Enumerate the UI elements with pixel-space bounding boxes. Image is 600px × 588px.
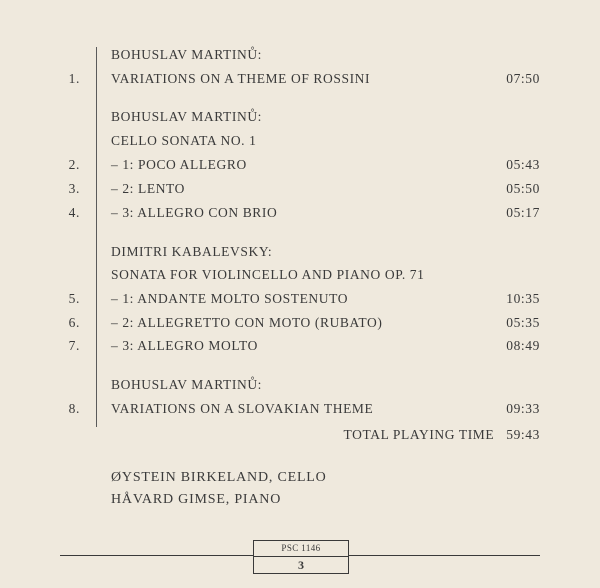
track-time: 05:43 xyxy=(506,157,540,172)
track-title: – 3: ALLEGRO CON BRIO xyxy=(111,205,278,220)
total-time: 59:43 xyxy=(506,427,540,442)
composer-heading: BOHUSLAV MARTINŮ: xyxy=(111,377,263,392)
track-row xyxy=(0,202,600,224)
track-time: 05:50 xyxy=(506,181,540,196)
track-row xyxy=(0,335,600,357)
total-label: TOTAL PLAYING TIME xyxy=(343,427,495,442)
performer-credit: HÅVARD GIMSE, PIANO xyxy=(111,492,282,507)
track-number: 5. xyxy=(68,291,80,306)
track-title: VARIATIONS ON A THEME OF ROSSINI xyxy=(111,71,371,86)
track-number: 2. xyxy=(68,157,80,172)
track-time: 10:35 xyxy=(506,291,540,306)
track-title: – 2: LENTO xyxy=(111,181,185,196)
track-row xyxy=(0,178,600,200)
catalog-number: PSC 1146 xyxy=(254,541,348,557)
track-row xyxy=(0,288,600,310)
track-title: – 1: POCO ALLEGRO xyxy=(111,157,247,172)
track-row xyxy=(0,312,600,334)
divider-line xyxy=(96,47,97,427)
track-number: 6. xyxy=(68,315,80,330)
track-time: 08:49 xyxy=(506,338,540,353)
track-time: 07:50 xyxy=(506,71,540,86)
track-number: 8. xyxy=(68,401,80,416)
track-title: VARIATIONS ON A SLOVAKIAN THEME xyxy=(111,401,374,416)
track-number: 4. xyxy=(68,205,80,220)
work-title: CELLO SONATA NO. 1 xyxy=(111,133,257,148)
composer-heading: BOHUSLAV MARTINŮ: xyxy=(111,109,263,124)
page-number: 3 xyxy=(298,558,304,572)
track-number: 7. xyxy=(68,338,80,353)
track-time: 09:33 xyxy=(506,401,540,416)
composer-heading: BOHUSLAV MARTINŮ: xyxy=(111,47,263,62)
work-title: SONATA FOR VIOLINCELLO AND PIANO OP. 71 xyxy=(111,267,425,282)
track-time: 05:17 xyxy=(506,205,540,220)
composer-heading: DIMITRI KABALEVSKY: xyxy=(111,244,273,259)
track-title: – 1: ANDANTE MOLTO SOSTENUTO xyxy=(111,291,349,306)
track-row xyxy=(0,68,600,90)
performer-credit: ØYSTEIN BIRKELAND, CELLO xyxy=(111,470,327,485)
track-row xyxy=(0,154,600,176)
track-title: – 2: ALLEGRETTO CON MOTO (RUBATO) xyxy=(111,315,383,330)
track-number: 3. xyxy=(68,181,80,196)
track-time: 05:35 xyxy=(506,315,540,330)
track-row xyxy=(0,398,600,420)
catalog-box xyxy=(253,540,349,574)
total-playing-time xyxy=(344,427,540,443)
track-number: 1. xyxy=(68,71,80,86)
track-title: – 3: ALLEGRO MOLTO xyxy=(111,338,258,353)
